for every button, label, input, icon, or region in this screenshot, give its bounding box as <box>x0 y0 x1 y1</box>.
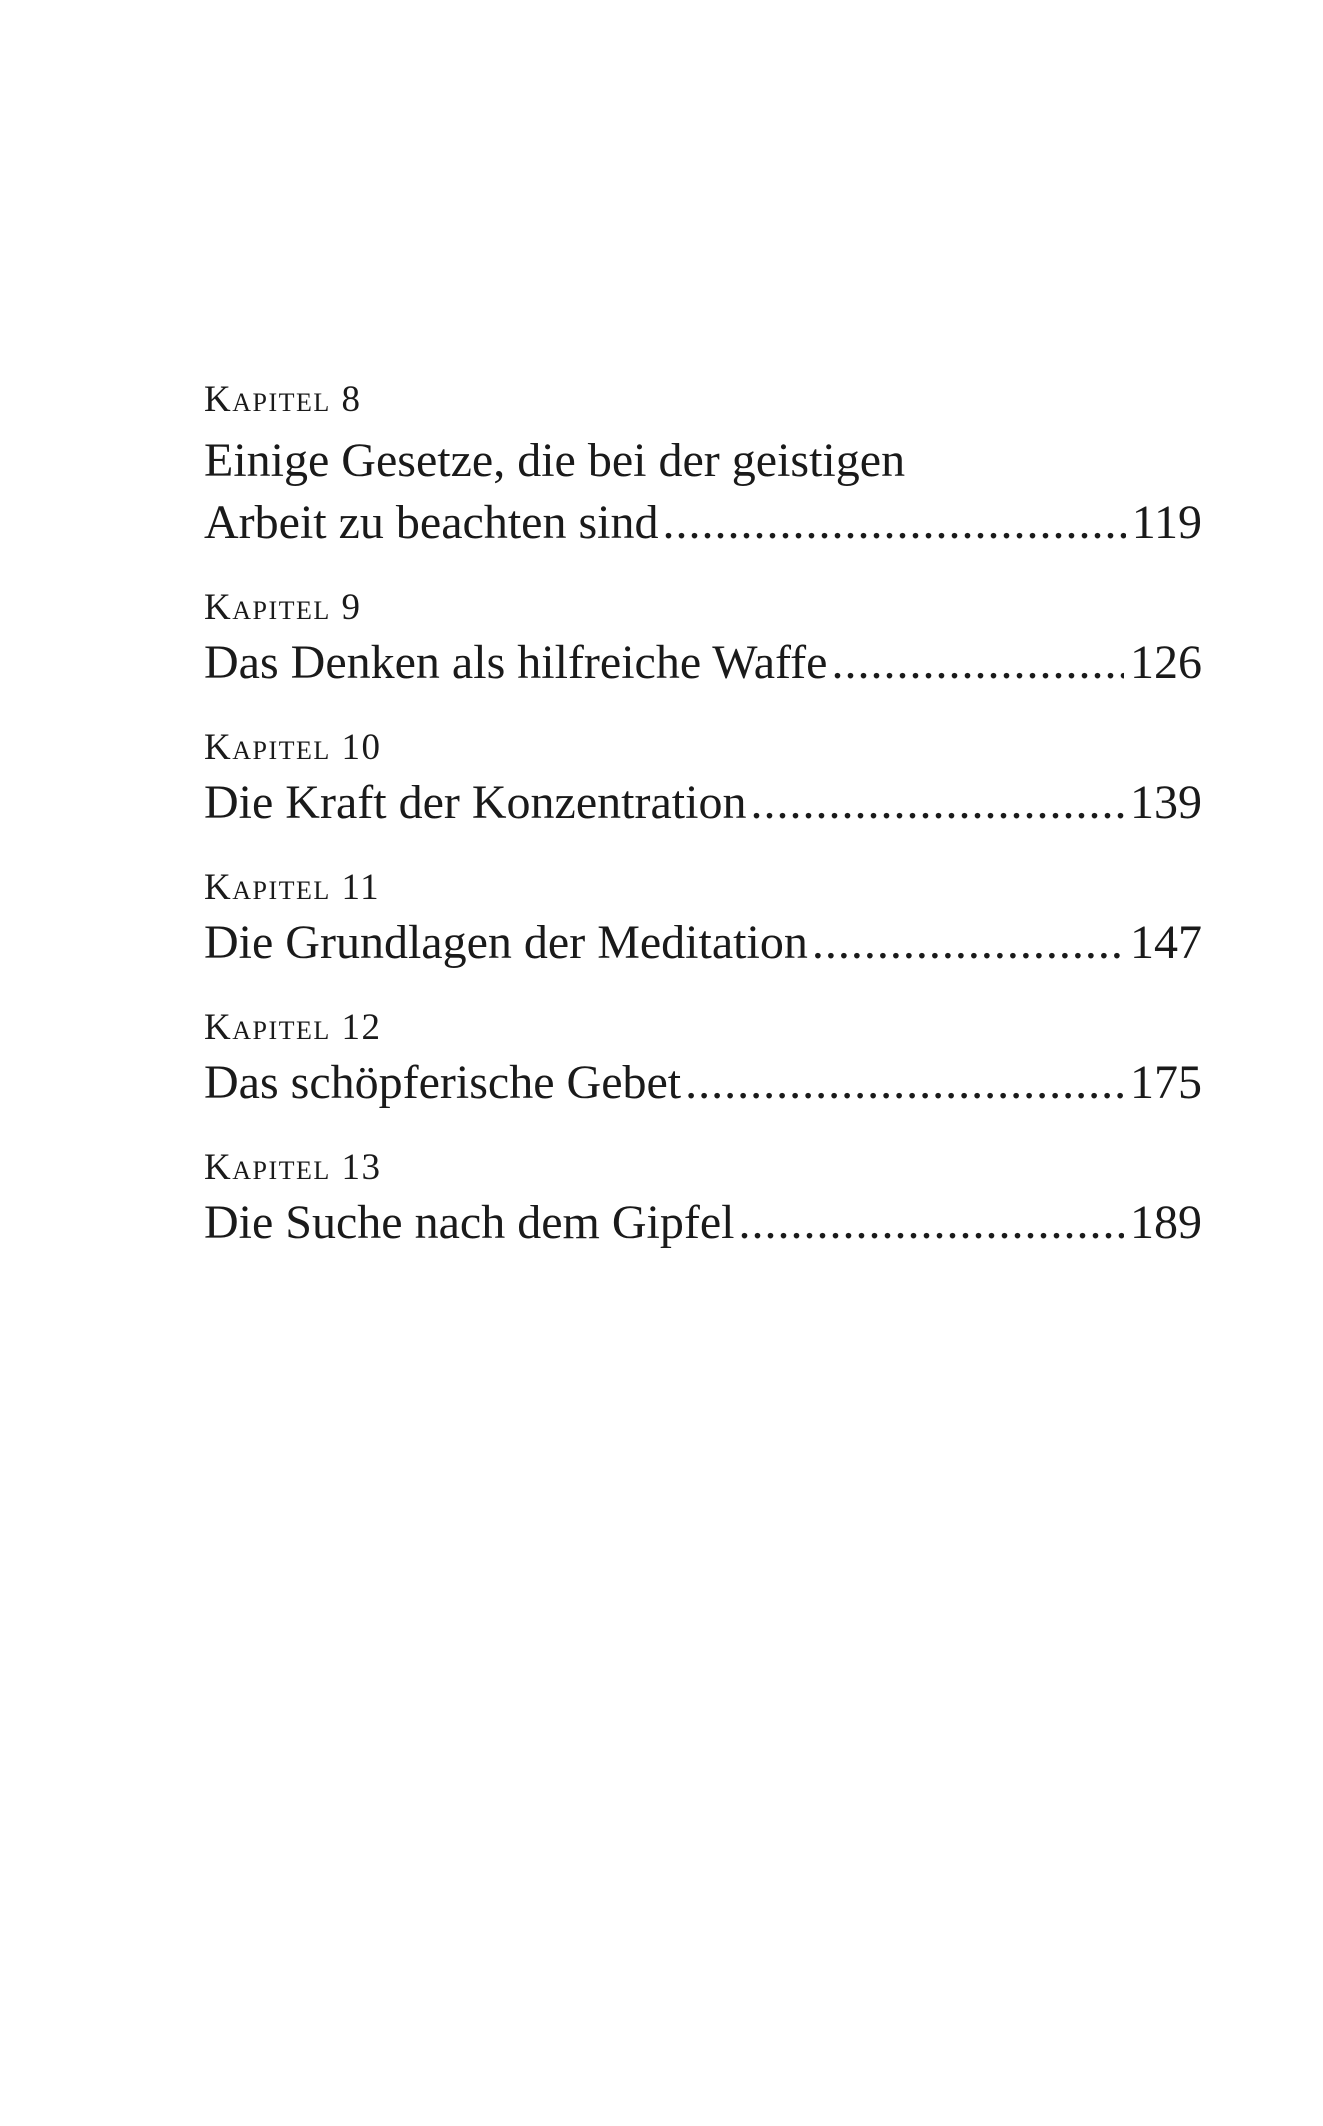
chapter-title-row <box>204 912 1202 974</box>
dot-leader <box>750 772 1124 834</box>
chapter-title: Das schöpferische Gebet <box>204 1056 682 1109</box>
toc-entry-chapter-13 <box>204 1144 1202 1254</box>
dot-leader <box>738 1192 1124 1254</box>
toc-entry-chapter-11 <box>204 864 1202 974</box>
chapter-title: Arbeit zu beachten sind <box>204 496 659 549</box>
chapter-label: Kapitel 13 <box>204 1147 382 1188</box>
chapter-label: Kapitel 12 <box>204 1007 382 1048</box>
chapter-label: Kapitel 11 <box>204 867 381 908</box>
chapter-title-line-1: Einige Gesetze, die bei der geistigen <box>204 434 906 487</box>
page-number: 119 <box>1131 496 1202 549</box>
dot-leader <box>685 1052 1124 1114</box>
toc-entry-chapter-9 <box>204 584 1202 694</box>
chapter-title: Die Suche nach dem Gipfel <box>204 1196 735 1249</box>
chapter-title-row <box>204 1192 1202 1254</box>
chapter-title: Die Grundlagen der Meditation <box>204 916 808 969</box>
page-number: 139 <box>1130 776 1202 829</box>
chapter-title: Das Denken als hilfreiche Waffe <box>204 636 828 689</box>
chapter-title-row <box>204 1052 1202 1114</box>
dot-leader <box>831 632 1124 694</box>
chapter-title-row <box>204 492 1202 554</box>
page-number: 175 <box>1130 1056 1202 1109</box>
dot-leader <box>812 912 1124 974</box>
chapter-title: Die Kraft der Konzentration <box>204 776 747 829</box>
toc-entry-chapter-10 <box>204 724 1202 834</box>
page-number: 126 <box>1130 636 1202 689</box>
page-number: 189 <box>1130 1196 1202 1249</box>
toc-entry-chapter-12 <box>204 1004 1202 1114</box>
page-number: 147 <box>1130 916 1202 969</box>
chapter-title-row <box>204 632 1202 694</box>
dot-leader <box>663 492 1126 554</box>
chapter-title-row <box>204 772 1202 834</box>
chapter-label: Kapitel 8 <box>204 379 362 420</box>
table-of-contents <box>204 376 1202 1284</box>
chapter-label: Kapitel 10 <box>204 727 382 768</box>
chapter-label: Kapitel 9 <box>204 587 362 628</box>
toc-entry-chapter-8 <box>204 376 1202 554</box>
